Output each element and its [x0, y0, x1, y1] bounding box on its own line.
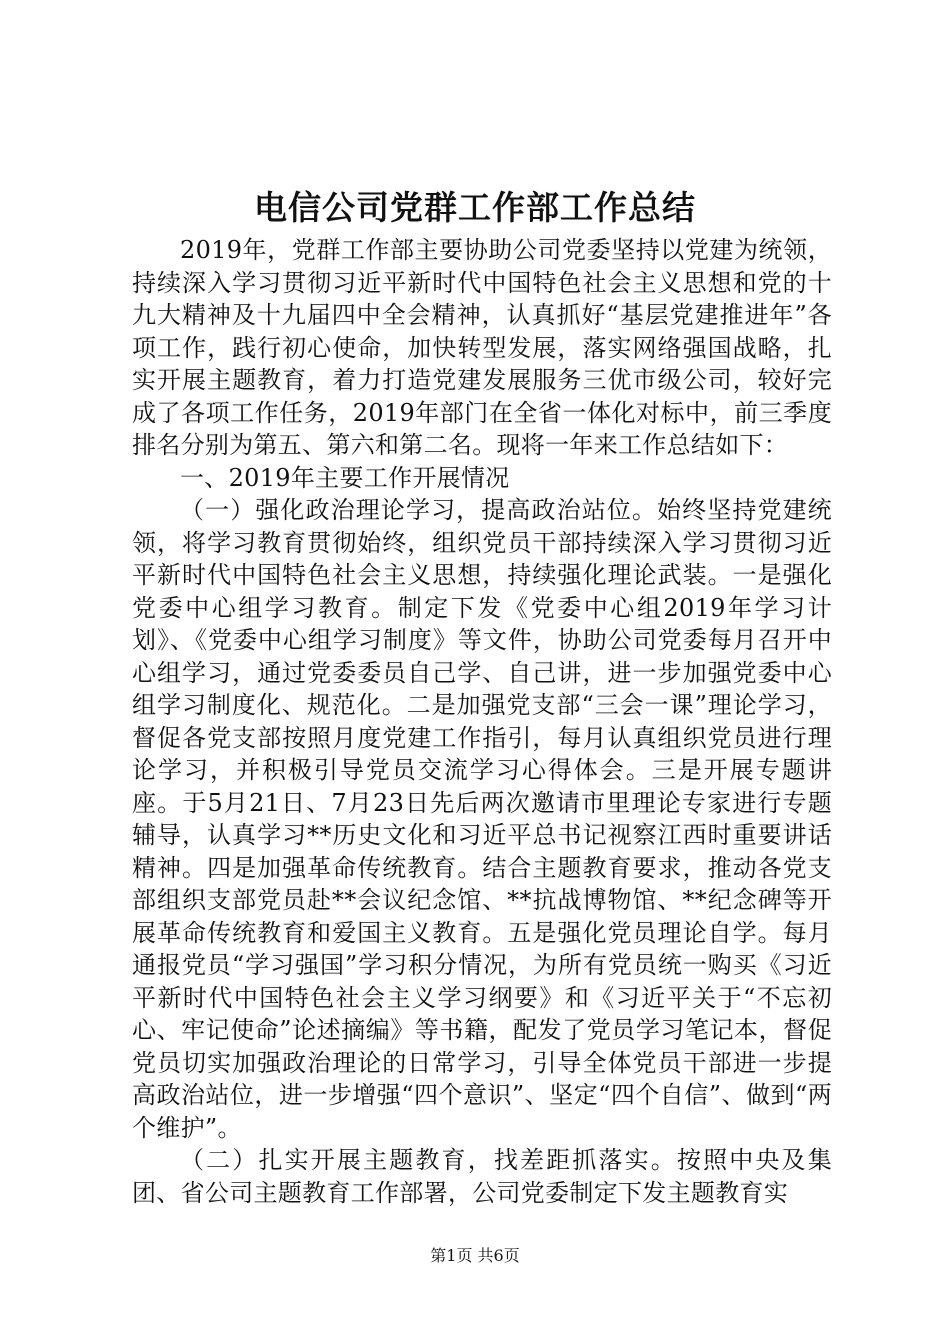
document-title: 电信公司党群工作部工作总结 [254, 188, 696, 227]
paragraph-political-study: （一）强化政治理论学习，提高政治站位。始终坚持党建统领，将学习教育贯彻始终，组织党员干部持续深入学习贯彻习近平新时代中国特色社会主义思想，持续强化理论武装。一是强化党委中心组学习教育。制定下发《党委中心组2019年学习计划》、《党委中心组学习制度》等文件，协助公司党委每月召开中心组学习，通过党委委员自己学、自己讲，进一步加强党委中心组学习制度化、规范化。二是加强党支部“三会一课”理论学习，督促各党支部按照月度党建工作指引，每月认真组织党员进行理论学习，并积极引导党员交流学习心得体会。三是开展专题讲座。于5月21日、7月23日先后两次邀请市里理论专家进行专题辅导，认真学习**历史文化和习近平总书记视察江西时重要讲话精神。四是加强革命传统教育。结合主题教育要求，推动各党支部组织支部党员赴**会议纪念馆、**抗战博物馆、**纪念碑等开展革命传统教育和爱国主义教育。五是强化党员理论自学。每月通报党员“学习强国”学习积分情况，为所有党员统一购买《习近平新时代中国特色社会主义学习纲要》和《习近平关于“不忘初心、牢记使命”论述摘编》等书籍，配发了党员学习笔记本，督促党员切实加强政治理论的日常学习，引导全体党员干部进一步提高政治站位，进一步增强“四个意识”、坚定“四个自信”、做到“两个维护”。 [132, 496, 832, 1142]
paragraph-intro: 2019年，党群工作部主要协助公司党委坚持以党建为统领，持续深入学习贯彻习近平新时代中国特色社会主义思想和党的十九大精神及十九届四中全会精神，认真抓好“基层党建推进年”各项工作，践行初心使命，加快转型发展，落实网络强国战略，扎实开展主题教育，着力打造党建发展服务三优市级公司，较好完成了各项工作任务，2019年部门在全省一体化对标中，前三季度排名分别为第五、第六和第二名。现将一年来工作总结如下： [132, 236, 832, 459]
document-body [132, 234, 832, 1209]
section-heading-1: 一、2019年主要工作开展情况 [180, 463, 510, 492]
paragraph-theme-education: （二）扎实开展主题教育，找差距抓落实。按照中央及集团、省公司主题教育工作部署，公司党委制定下发主题教育实 [132, 1146, 832, 1207]
page-footer: 第1页 共6页 [430, 1246, 520, 1265]
